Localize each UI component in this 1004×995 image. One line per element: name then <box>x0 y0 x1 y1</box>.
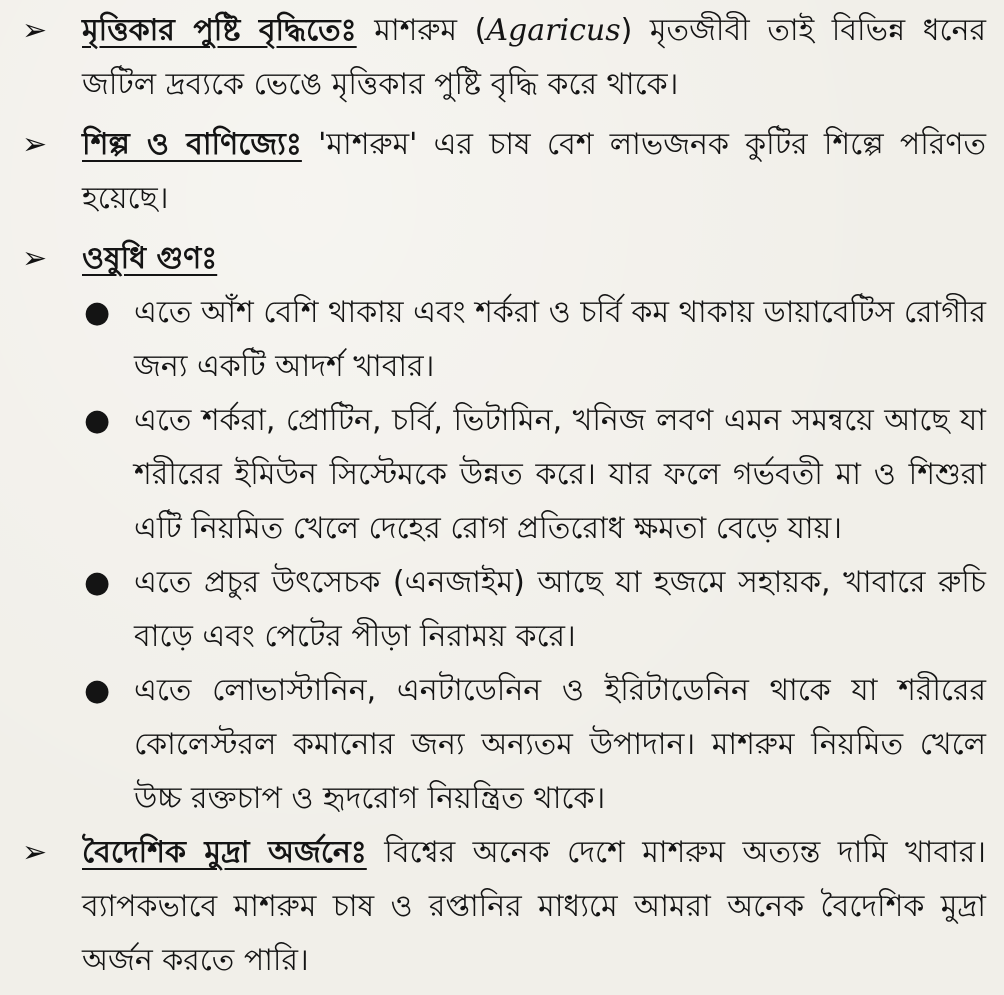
section-industry-trade <box>22 118 986 226</box>
section-medicinal-properties <box>22 232 986 826</box>
list-item <box>22 664 986 826</box>
arrow-pointer-icon: ➢ <box>22 241 48 276</box>
body-text: 'মাশরুম' এর চাষ বেশ লাভজনক কুটির শিল্পে পরিণত হয়েছে। <box>82 127 987 216</box>
list-item-text: এতে আঁশ বেশি থাকায় এবং শর্করা ও চর্বি কম থাকায় ডায়াবেটিস রোগীর জন্য একটি আদর্শ খাবার। <box>134 295 986 384</box>
bullet-dot-icon: ● <box>84 565 111 600</box>
section-heading: ওষুধি গুণঃ <box>82 241 218 276</box>
arrow-pointer-icon: ➢ <box>22 835 48 870</box>
scientific-name: Agaricus <box>486 13 621 48</box>
bullet-dot-icon: ● <box>84 403 111 438</box>
body-text: ) মৃতজীবী তাই বিভিন্ন ধনের জটিল দ্রব্যকে ভেঙে মৃত্তিকার পুষ্টি বৃদ্ধি করে থাকে। <box>82 13 986 102</box>
list-item <box>22 394 986 556</box>
bullet-dot-icon: ● <box>84 295 111 330</box>
section-paragraph <box>82 118 986 226</box>
bullet-dot-icon: ● <box>84 673 111 708</box>
arrow-pointer-icon: ➢ <box>22 127 48 162</box>
list-item-text: এতে শর্করা, প্রোটিন, চর্বি, ভিটামিন, খনিজ লবণ এমন সমন্বয়ে আছে যা শরীরের ইমিউন সিস্টেমকে উন্নত করে। যার ফলে গর্ভবতী মা ও শিশুরা এটি নিয়মিত খেলে দেহের রোগ প্রতিরোধ ক্ষমতা বেড়ে যায়। <box>134 403 986 546</box>
section-heading: বৈদেশিক মুদ্রা অর্জনেঃ <box>82 835 367 870</box>
list-item-text: এতে লোভাস্টানিন, এনটাডেনিন ও ইরিটাডেনিন থাকে যা শরীরের কোলেস্টরল কমানোর জন্য অন্যতম উপাদান। মাশরুম নিয়মিত খেলে উচ্চ রক্তচাপ ও হৃদরোগ নিয়ন্ত্রিত থাকে। <box>134 673 986 816</box>
bullet-list <box>22 286 986 826</box>
section-foreign-currency <box>22 826 986 988</box>
section-heading: শিল্প ও বাণিজ্যেঃ <box>82 127 302 162</box>
section-paragraph <box>82 232 986 286</box>
arrow-pointer-icon: ➢ <box>22 13 48 48</box>
list-item <box>22 286 986 394</box>
section-paragraph <box>82 4 986 112</box>
body-text: মাশরুম ( <box>356 13 487 48</box>
list-item <box>22 556 986 664</box>
section-soil-nutrition <box>22 4 986 112</box>
section-paragraph <box>82 826 986 988</box>
list-item-text: এতে প্রচুর উৎসেচক (এনজাইম) আছে যা হজমে সহায়ক, খাবারে রুচি বাড়ে এবং পেটের পীড়া নিরাময় করে। <box>134 565 986 654</box>
body-text: বিশ্বের অনেক দেশে মাশরুম অত্যন্ত দামি খাবার। ব্যাপকভাবে মাশরুম চাষ ও রপ্তানির মাধ্যমে আমরা অনেক বৈদেশিক মুদ্রা অর্জন করতে পারি। <box>82 835 986 978</box>
section-heading: মৃত্তিকার পুষ্টি বৃদ্ধিতেঃ <box>82 13 357 48</box>
